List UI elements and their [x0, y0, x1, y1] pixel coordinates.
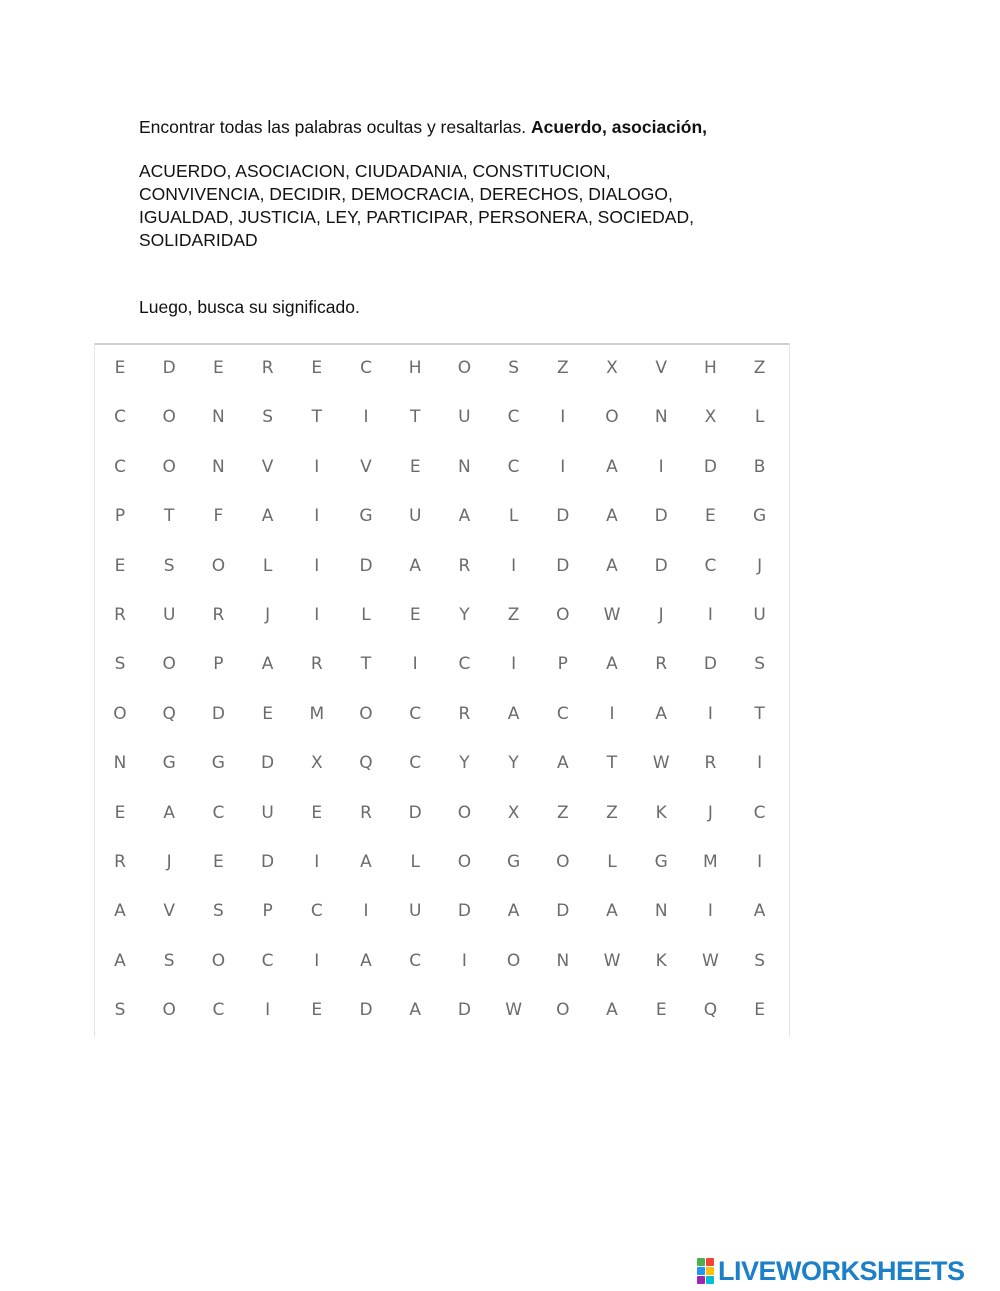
grid-cell[interactable]: I [314, 555, 320, 576]
grid-cell[interactable]: C [409, 753, 422, 774]
grid-cell[interactable]: I [461, 950, 467, 971]
grid-cell[interactable]: I [314, 506, 320, 527]
grid-cell[interactable]: L [508, 506, 519, 527]
grid-cell[interactable]: J [166, 852, 172, 872]
grid-cell[interactable]: R [704, 753, 717, 774]
grid-cell[interactable]: A [606, 456, 618, 477]
grid-cell[interactable]: N [212, 456, 225, 477]
grid-cell[interactable]: I [560, 407, 566, 428]
grid-cell[interactable]: E [262, 703, 273, 724]
liveworksheets-mark-icon [697, 1258, 714, 1284]
grid-cell[interactable]: C [114, 456, 126, 477]
grid-cell[interactable]: T [606, 753, 618, 774]
grid-cell[interactable]: A [606, 901, 618, 922]
liveworksheets-logo [697, 1256, 965, 1286]
grid-cell[interactable]: Q [162, 703, 176, 724]
grid-cell[interactable]: O [113, 703, 127, 724]
grid-cell[interactable]: J [265, 605, 271, 625]
grid-cell[interactable]: O [457, 852, 472, 872]
grid-cell[interactable]: K [655, 802, 667, 823]
grid-cell[interactable]: S [754, 654, 765, 675]
grid-cell[interactable]: E [705, 506, 716, 527]
grid-cell[interactable]: A [655, 703, 667, 724]
grid-cell[interactable]: D [556, 555, 570, 576]
grid-cell[interactable]: S [163, 555, 175, 576]
grid-cell[interactable]: C [556, 703, 569, 724]
grid-cell[interactable]: A [458, 506, 471, 527]
grid-cell[interactable]: M [703, 852, 718, 872]
grid-cell[interactable]: W [603, 950, 621, 971]
grid-cell[interactable]: Z [507, 605, 520, 625]
grid-cell[interactable]: I [412, 654, 418, 675]
grid-cell[interactable]: D [261, 852, 275, 872]
grid-cell[interactable]: G [162, 753, 176, 774]
grid-cell[interactable]: L [410, 852, 420, 872]
grid-cell[interactable]: E [114, 802, 126, 823]
grid-cell[interactable]: E [754, 1000, 765, 1021]
logo-mark-square [697, 1258, 705, 1266]
instructions-bold: Acuerdo, asociación, [531, 117, 708, 137]
grid-cell[interactable]: L [607, 852, 617, 872]
grid-cell[interactable]: C [507, 407, 520, 428]
grid-cell[interactable]: D [211, 703, 225, 724]
grid-cell[interactable]: R [458, 703, 471, 724]
grid-cell[interactable]: A [507, 703, 520, 724]
grid-cell[interactable]: T [163, 506, 175, 527]
grid-cell[interactable]: S [262, 407, 273, 428]
followup-text: Luego, busca su significado. [139, 297, 360, 317]
grid-cell[interactable]: O [457, 358, 472, 378]
grid-cell[interactable]: D [359, 1000, 373, 1021]
grid-cell[interactable]: C [261, 950, 274, 971]
grid-cell[interactable]: C [114, 407, 126, 428]
grid-cell[interactable]: D [457, 901, 471, 922]
grid-cell[interactable]: R [360, 802, 372, 823]
grid-cell[interactable]: A [606, 1000, 618, 1021]
grid-cell[interactable]: U [162, 605, 176, 625]
grid-cell[interactable]: Z [753, 358, 766, 378]
grid-cell[interactable]: U [408, 901, 422, 922]
grid-cell[interactable]: A [360, 950, 372, 971]
grid-cell[interactable]: O [556, 852, 570, 872]
grid-cell[interactable]: E [311, 358, 323, 378]
grid-cell[interactable]: A [261, 654, 274, 675]
grid-cell[interactable]: D [703, 456, 717, 477]
grid-cell[interactable]: A [409, 555, 421, 576]
grid-cell[interactable]: X [606, 358, 618, 378]
logo-mark-square [697, 1267, 705, 1275]
grid-cell[interactable]: C [458, 654, 471, 675]
grid-cell[interactable]: X [507, 802, 520, 823]
grid-cell[interactable]: O [605, 407, 619, 428]
grid-cell[interactable]: N [113, 753, 127, 774]
grid-cell[interactable]: E [311, 802, 323, 823]
grid-cell[interactable]: O [162, 407, 176, 428]
grid-cell[interactable]: D [162, 358, 176, 378]
grid-cell[interactable]: O [211, 950, 226, 971]
grid-cell[interactable]: T [311, 407, 322, 428]
grid-cell[interactable]: K [655, 950, 667, 971]
grid-cell[interactable]: E [311, 1000, 323, 1021]
grid-cell[interactable]: A [606, 555, 618, 576]
grid-cell[interactable]: C [409, 950, 422, 971]
grid-cell[interactable]: N [458, 456, 471, 477]
grid-cell[interactable]: O [162, 1000, 176, 1021]
grid-cell[interactable]: W [652, 753, 670, 774]
logo-mark-square [697, 1276, 705, 1284]
grid-cell[interactable]: I [314, 605, 320, 625]
grid-cell[interactable]: S [114, 654, 126, 675]
grid-cell[interactable]: C [212, 802, 225, 823]
grid-cell[interactable]: D [457, 1000, 471, 1021]
grid-cell[interactable]: P [114, 506, 126, 527]
grid-cell[interactable]: Q [359, 753, 373, 774]
grid-cell[interactable]: L [262, 555, 273, 576]
grid-cell[interactable]: I [314, 852, 320, 872]
grid-cell[interactable]: Y [459, 605, 470, 625]
grid-cell[interactable]: H [703, 358, 717, 378]
grid-cell[interactable]: Z [606, 802, 618, 823]
grid-cell[interactable]: C [212, 1000, 225, 1021]
grid-cell[interactable]: C [360, 358, 372, 378]
grid-cell[interactable]: R [114, 605, 126, 625]
grid-cell[interactable]: A [261, 506, 274, 527]
grid-cell[interactable]: D [261, 753, 275, 774]
grid-cell[interactable]: I [658, 456, 664, 477]
logo-mark-square [706, 1276, 714, 1284]
grid-cell[interactable]: O [556, 1000, 570, 1021]
grid-left-border [94, 343, 95, 1037]
grid-cell[interactable]: U [458, 407, 471, 428]
grid-cell[interactable]: R [655, 654, 668, 675]
grid-cell[interactable]: I [707, 703, 713, 724]
grid-cell[interactable]: A [606, 654, 618, 675]
instructions-text [139, 116, 799, 138]
grid-cell[interactable]: E [409, 605, 421, 625]
grid-cell[interactable]: Y [508, 753, 519, 774]
grid-cell[interactable]: F [213, 506, 224, 527]
grid-cell[interactable]: U [753, 605, 766, 625]
grid-cell[interactable]: R [310, 654, 323, 675]
grid-cell[interactable]: S [212, 901, 224, 922]
grid-cell[interactable]: X [704, 407, 717, 428]
grid-cell[interactable]: I [314, 456, 320, 477]
grid-cell[interactable]: I [314, 950, 320, 971]
grid-cell[interactable]: I [707, 901, 713, 922]
grid-cell[interactable]: A [507, 901, 520, 922]
grid-cell[interactable]: A [606, 506, 618, 527]
grid-cell[interactable]: S [114, 1000, 126, 1021]
grid-top-border [94, 343, 790, 345]
grid-cell[interactable]: N [654, 901, 668, 922]
grid-cell[interactable]: I [757, 852, 763, 872]
grid-cell[interactable]: P [557, 654, 568, 675]
grid-cell[interactable]: G [753, 506, 767, 527]
grid-cell[interactable]: V [163, 901, 175, 922]
grid-cell[interactable]: I [560, 456, 566, 477]
grid-cell[interactable]: C [704, 555, 717, 576]
grid-cell[interactable]: M [309, 703, 325, 724]
grid-cell[interactable]: O [162, 654, 176, 675]
grid-cell[interactable]: E [213, 358, 224, 378]
grid-cell[interactable]: N [212, 407, 225, 428]
grid-cell[interactable]: A [360, 852, 372, 872]
grid-cell[interactable]: E [655, 1000, 667, 1021]
grid-cell[interactable]: L [361, 605, 371, 625]
grid-cell[interactable]: C [507, 456, 520, 477]
grid-cell[interactable]: Z [556, 358, 569, 378]
grid-cell[interactable]: A [753, 901, 766, 922]
grid-cell[interactable]: Y [459, 753, 470, 774]
grid-cell[interactable]: B [753, 456, 766, 477]
grid-cell[interactable]: Z [556, 802, 569, 823]
grid-cell[interactable]: S [508, 358, 519, 378]
grid-cell[interactable]: V [360, 456, 372, 477]
grid-cell[interactable]: O [506, 950, 521, 971]
grid-cell[interactable]: C [310, 901, 323, 922]
grid-cell[interactable]: N [556, 950, 570, 971]
grid-cell[interactable]: R [458, 555, 471, 576]
grid-cell[interactable]: J [757, 555, 763, 576]
grid-cell[interactable]: D [654, 555, 668, 576]
grid-cell[interactable]: A [114, 950, 126, 971]
grid-cell[interactable]: I [363, 901, 369, 922]
grid-cell[interactable]: R [114, 852, 126, 872]
grid-cell[interactable]: I [511, 654, 517, 675]
grid-cell[interactable]: O [211, 555, 226, 576]
grid-cell[interactable]: A [114, 901, 126, 922]
grid-cell[interactable]: E [114, 358, 126, 378]
grid-cell[interactable]: P [262, 901, 273, 922]
grid-cell[interactable]: W [701, 950, 719, 971]
grid-cell[interactable]: E [409, 456, 421, 477]
grid-cell[interactable]: A [409, 1000, 421, 1021]
logo-text: LIVEWORKSHEETS [718, 1255, 965, 1286]
grid-cell[interactable]: O [457, 802, 472, 823]
grid-cell[interactable]: P [213, 654, 224, 675]
grid-cell[interactable]: T [360, 654, 372, 675]
grid-cell[interactable]: J [707, 802, 713, 823]
grid-cell[interactable]: G [507, 852, 521, 872]
grid-cell[interactable]: E [213, 852, 224, 872]
grid-cell[interactable]: A [556, 753, 569, 774]
grid-cell[interactable]: C [409, 703, 422, 724]
grid-cell[interactable]: Q [703, 1000, 718, 1021]
grid-cell[interactable]: O [556, 605, 570, 625]
grid-right-border [789, 343, 790, 1037]
grid-cell[interactable]: I [707, 605, 713, 625]
grid-cell[interactable]: U [408, 506, 422, 527]
grid-cell[interactable]: X [310, 753, 323, 774]
grid-cell[interactable]: A [163, 802, 175, 823]
word-list: ACUERDO, ASOCIACION, CIUDADANIA, CONSTITUCION, CONVIVENCIA, DECIDIR, DEMOCRACIA, DERECHOS, DIALOGO, IGUALDAD, JUSTICIA, LEY, PARTICIPAR, PERSONERA, SOCIEDAD, SOLIDARIDAD [139, 161, 694, 250]
grid-cell[interactable]: O [359, 703, 373, 724]
grid-cell[interactable]: D [703, 654, 717, 675]
grid-cell[interactable]: I [757, 753, 763, 774]
grid-cell[interactable]: D [654, 506, 668, 527]
grid-cell[interactable]: N [654, 407, 668, 428]
grid-cell[interactable]: T [754, 703, 765, 724]
logo-mark-square [706, 1267, 714, 1275]
grid-cell[interactable]: D [408, 802, 422, 823]
grid-cell[interactable]: G [654, 852, 668, 872]
grid-cell[interactable]: V [655, 358, 667, 378]
grid-cell[interactable]: I [511, 555, 517, 576]
logo-mark-square [706, 1258, 714, 1266]
grid-cell[interactable]: G [359, 506, 373, 527]
grid-cell[interactable]: U [261, 802, 274, 823]
word-search-grid [94, 343, 790, 1037]
grid-cell[interactable]: G [211, 753, 225, 774]
grid-cell[interactable]: V [261, 456, 274, 477]
grid-cell[interactable]: L [754, 407, 765, 428]
grid-cell[interactable]: I [609, 703, 615, 724]
grid-cell[interactable]: R [212, 605, 225, 625]
grid-cell[interactable]: I [265, 1000, 271, 1021]
grid-cell[interactable]: W [603, 605, 621, 625]
grid-cell[interactable]: R [261, 358, 274, 378]
grid-cell[interactable]: S [754, 950, 765, 971]
grid-cell[interactable]: W [505, 1000, 522, 1021]
grid-cell[interactable]: E [114, 555, 126, 576]
grid-cell[interactable]: T [409, 407, 421, 428]
grid-cell[interactable]: C [753, 802, 766, 823]
grid-cell[interactable]: S [163, 950, 175, 971]
grid-cell[interactable]: O [162, 456, 176, 477]
grid-cell[interactable]: D [556, 901, 570, 922]
grid-cell[interactable]: D [359, 555, 373, 576]
grid-cell[interactable]: D [556, 506, 570, 527]
grid-cell[interactable]: I [363, 407, 369, 428]
grid-cell[interactable]: J [658, 605, 664, 625]
instructions-plain: Encontrar todas las palabras ocultas y resaltarlas. [139, 117, 531, 137]
grid-cell[interactable]: H [408, 358, 422, 378]
